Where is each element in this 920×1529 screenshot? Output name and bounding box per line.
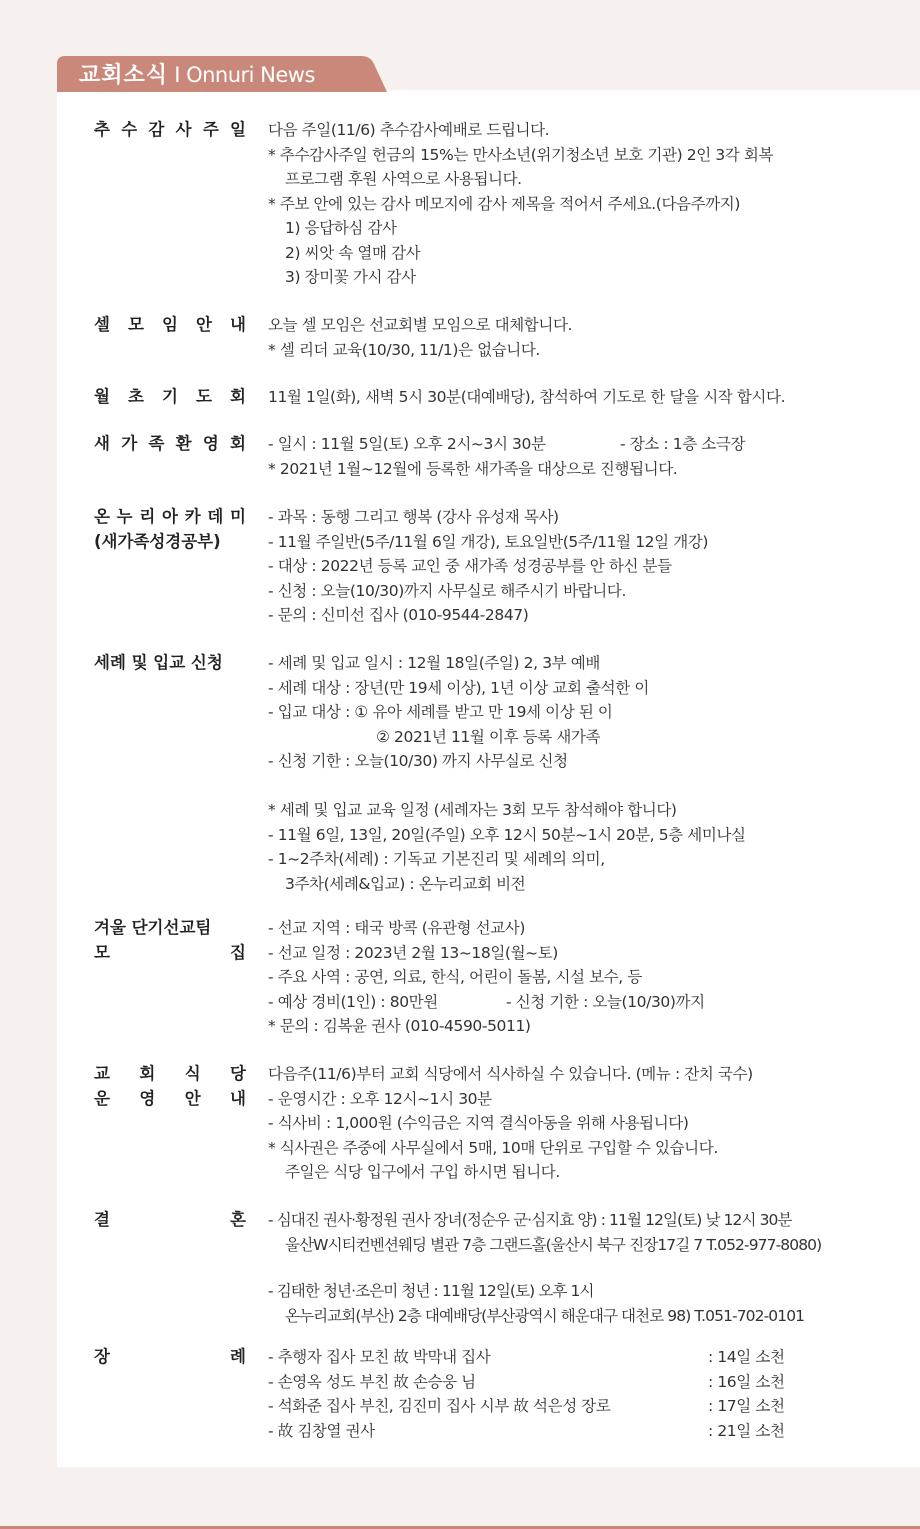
content-line: - 신청 기한 : 오늘(10/30) 까지 사무실로 신청 xyxy=(268,752,568,770)
content-line: - 선교 일정 : 2023년 2월 13~18일(월~토) xyxy=(268,943,558,962)
label-char: 례 xyxy=(230,1347,246,1366)
label-line xyxy=(94,941,246,966)
welcome-place: - 장소 : 1층 소극장 xyxy=(620,435,746,453)
label-char: 아 xyxy=(162,507,178,526)
entry-content xyxy=(268,505,883,628)
label-char: 카 xyxy=(184,507,201,526)
funeral-row xyxy=(268,1394,883,1419)
label-line: 겨울 단기선교팀 xyxy=(94,918,212,937)
content-line: - 세례 및 입교 일시 : 12월 18일(주일) 2, 3부 예배 xyxy=(268,654,600,672)
content-line: ② 2021년 11월 이후 등록 새가족 xyxy=(376,727,601,746)
label-line xyxy=(94,432,246,457)
content-line: - 주요 사역 : 공연, 의료, 한식, 어린이 돌봄, 시설 보수, 등 xyxy=(268,968,642,986)
label-char: 영 xyxy=(202,434,219,453)
content-line: 울산W시티컨벤션웨딩 별관 7층 그랜드홀(울산시 북구 진장17길 7 T.052-977-8080) xyxy=(285,1235,822,1254)
label-char: 내 xyxy=(230,315,246,334)
label-char: 회 xyxy=(230,387,246,406)
content-line: * 문의 : 김복윤 권사 (010-4590-5011) xyxy=(268,1017,531,1035)
label-char: 안 xyxy=(196,315,212,334)
label-char: 기 xyxy=(162,387,178,406)
label-char: 환 xyxy=(175,434,192,453)
welcome-date: - 일시 : 11월 5일(토) 오후 2시~3시 30분 xyxy=(268,435,546,453)
label-char: 주 xyxy=(202,120,219,139)
label-char: 안 xyxy=(184,1088,201,1108)
content-line: - 11월 6일, 13일, 20일(주일) 오후 12시 50분~1시 20분, 5층 세미나실 xyxy=(268,825,746,844)
mission-deadline: - 신청 기한 : 오늘(10/30)까지 xyxy=(506,992,705,1011)
content-line: - 11월 주일반(5주/11월 6일 개강), 토요일반(5주/11월 12일 개강) xyxy=(268,532,709,551)
label-char: 셀 xyxy=(94,315,110,334)
content-line: 3주차(세례&입교) : 온누리교회 비전 xyxy=(285,874,526,893)
funeral-date: : 14일 소천 xyxy=(708,1348,785,1366)
content-line: * 2021년 1월~12월에 등록한 새가족을 대상으로 진행됩니다. xyxy=(268,459,678,478)
content-line: * 셀 리더 교육(10/30, 11/1)은 없습니다. xyxy=(268,340,540,359)
label-char: 식 xyxy=(184,1064,201,1083)
label-char: 교 xyxy=(94,1064,110,1083)
label-char: 미 xyxy=(230,507,246,526)
entry-content xyxy=(268,432,883,481)
label-char: 임 xyxy=(162,315,178,334)
entry-content xyxy=(268,1062,883,1185)
entry-content xyxy=(268,313,883,362)
entry-label xyxy=(94,1345,246,1370)
label-char: 도 xyxy=(196,387,212,406)
funeral-row xyxy=(268,1370,883,1395)
label-char: 집 xyxy=(230,942,246,962)
content-line: - 세례 대상 : 장년(만 19세 이상), 1년 이상 교회 출석한 이 xyxy=(268,678,649,697)
content-line: - 문의 : 신미선 집사 (010-9544-2847) xyxy=(268,606,529,624)
label-char: 가 xyxy=(121,434,138,453)
content-line: - 심대진 권사·황정원 권사 장녀(정순우 군·심지효 양) : 11월 12일(토) 낮 12시 30분 xyxy=(268,1211,792,1229)
label-char: 리 xyxy=(139,507,156,526)
label-line xyxy=(94,1345,246,1370)
label-char: 족 xyxy=(148,434,165,453)
label-char: 회 xyxy=(139,1064,156,1083)
funeral-date: : 17일 소천 xyxy=(708,1397,785,1415)
entry-label xyxy=(94,1208,246,1233)
label-line xyxy=(94,1062,246,1087)
content-line: 1) 응답하심 감사 xyxy=(285,219,397,237)
label-char: 당 xyxy=(230,1064,246,1083)
mission-cost: - 예상 경비(1인) : 80만원 xyxy=(268,992,438,1011)
content-line: - 입교 대상 : ① 유아 세례를 받고 만 19세 이상 된 이 xyxy=(268,703,613,721)
entry-label xyxy=(94,313,246,338)
entry-label xyxy=(94,1062,246,1111)
label-char: 온 xyxy=(94,507,110,526)
funeral-name: - 석화준 집사 부친, 김진미 집사 시부 故 석은성 장로 xyxy=(268,1397,611,1415)
content-line: - 1~2주차(세례) : 기독교 기본진리 및 세례의 의미, xyxy=(268,850,605,868)
entry-content xyxy=(268,1345,883,1443)
label-char: 초 xyxy=(128,387,144,406)
entry-content xyxy=(268,1208,883,1328)
content-line: 다음주(11/6)부터 교회 식당에서 식사하실 수 있습니다. (메뉴 : 잔치 국수) xyxy=(268,1065,753,1083)
content-line: 2) 씨앗 속 열매 감사 xyxy=(285,243,421,262)
content-line: - 식사비 : 1,000원 (수익금은 지역 결식아동을 위해 사용됩니다) xyxy=(268,1114,689,1132)
funeral-name: - 故 김창열 권사 xyxy=(268,1421,375,1440)
label-line xyxy=(94,505,246,530)
label-char: 수 xyxy=(121,120,138,139)
content-line: - 운영시간 : 오후 12시~1시 30분 xyxy=(268,1089,492,1108)
label-char: 월 xyxy=(94,387,110,406)
label-line: 세례 및 입교 신청 xyxy=(94,653,223,672)
label-char: 운 xyxy=(94,1088,110,1108)
label-char: 새 xyxy=(94,434,110,453)
content-line: * 주보 안에 있는 감사 메모지에 감사 제목을 적어서 주세요.(다음주까지) xyxy=(268,194,740,213)
label-line xyxy=(94,118,246,143)
label-line xyxy=(94,385,246,410)
section-title xyxy=(79,60,315,90)
entry-label xyxy=(94,118,246,143)
spacer xyxy=(268,774,883,799)
label-char: 결 xyxy=(94,1210,110,1229)
entry-label xyxy=(94,385,246,410)
label-char: 일 xyxy=(230,120,246,139)
label-line xyxy=(94,1087,246,1112)
entry-content xyxy=(268,916,883,1039)
label-char: 모 xyxy=(128,315,144,334)
content-line: - 과목 : 동행 그리고 행복 (강사 유성재 목사) xyxy=(268,508,559,526)
funeral-date: : 21일 소천 xyxy=(708,1421,785,1440)
label-line: (새가족성경공부) xyxy=(94,531,221,551)
content-line: 주일은 식당 입구에서 구입 하시면 됩니다. xyxy=(285,1163,560,1181)
label-char: 모 xyxy=(94,942,110,962)
funeral-name: - 손영옥 성도 부친 故 손승웅 님 xyxy=(268,1372,476,1391)
spacer xyxy=(268,1257,883,1279)
content-line: * 식사권은 주중에 사무실에서 5매, 10매 단위로 구입할 수 있습니다. xyxy=(268,1138,718,1157)
entry-label xyxy=(94,505,246,554)
content-line: 다음 주일(11/6) 추수감사예배로 드립니다. xyxy=(268,121,550,139)
label-line xyxy=(94,1208,246,1233)
content-line: 3) 장미꽃 가시 감사 xyxy=(285,268,416,286)
funeral-date: : 16일 소천 xyxy=(708,1372,785,1391)
content-line: - 김태한 청년·조은미 청년 : 11월 12일(토) 오후 1시 xyxy=(268,1282,594,1300)
label-char: 추 xyxy=(94,120,110,139)
label-char: 데 xyxy=(207,507,224,526)
label-char: 회 xyxy=(230,434,246,453)
entry-content xyxy=(268,651,883,896)
content-line xyxy=(268,990,883,1015)
label-char: 영 xyxy=(139,1088,156,1108)
section-title-korean: 교회소식 xyxy=(79,63,169,88)
content-line: 오늘 셀 모임은 선교회별 모임으로 대체합니다. xyxy=(268,316,573,334)
content-line: - 선교 지역 : 태국 방콕 (유관형 선교사) xyxy=(268,919,526,937)
entry-label xyxy=(94,651,246,676)
label-line xyxy=(94,313,246,338)
entry-content xyxy=(268,385,883,410)
entry-label xyxy=(94,916,246,965)
label-char: 장 xyxy=(94,1347,110,1366)
content-line: * 추수감사주일 헌금의 15%는 만사소년(위기청소년 보호 기관) 2인 3각 회복 xyxy=(268,145,774,164)
funeral-row xyxy=(268,1419,883,1444)
content-line: 프로그램 후원 사역으로 사용됩니다. xyxy=(285,170,522,188)
content-line: - 신청 : 오늘(10/30)까지 사무실로 해주시기 바랍니다. xyxy=(268,581,626,600)
label-char: 사 xyxy=(175,120,192,139)
funeral-name: - 추행자 집사 모친 故 박막내 집사 xyxy=(268,1348,491,1366)
content-line xyxy=(268,432,883,457)
label-char: 감 xyxy=(148,120,165,139)
entry-content xyxy=(268,118,883,290)
entry-label xyxy=(94,432,246,457)
label-char: 누 xyxy=(116,507,133,526)
section-title-english: Onnuri News xyxy=(186,63,315,87)
content-line: 온누리교회(부산) 2층 대예배당(부산광역시 해운대구 대천로 98) T.051-702-0101 xyxy=(285,1306,805,1325)
content-line: * 세례 및 입교 교육 일정 (세례자는 3회 모두 참석해야 합니다) xyxy=(268,801,677,819)
section-header-tab xyxy=(57,56,387,92)
label-char: 혼 xyxy=(230,1210,246,1229)
section-title-separator: I xyxy=(168,63,187,87)
funeral-row xyxy=(268,1345,883,1370)
label-char: 내 xyxy=(230,1088,246,1108)
content-line: - 대상 : 2022년 등록 교인 중 새가족 성경공부를 안 하신 분들 xyxy=(268,557,672,575)
content-line: 11월 1일(화), 새벽 5시 30분(대예배당), 참석하여 기도로 한 달을 시작 합시다. xyxy=(268,388,786,406)
